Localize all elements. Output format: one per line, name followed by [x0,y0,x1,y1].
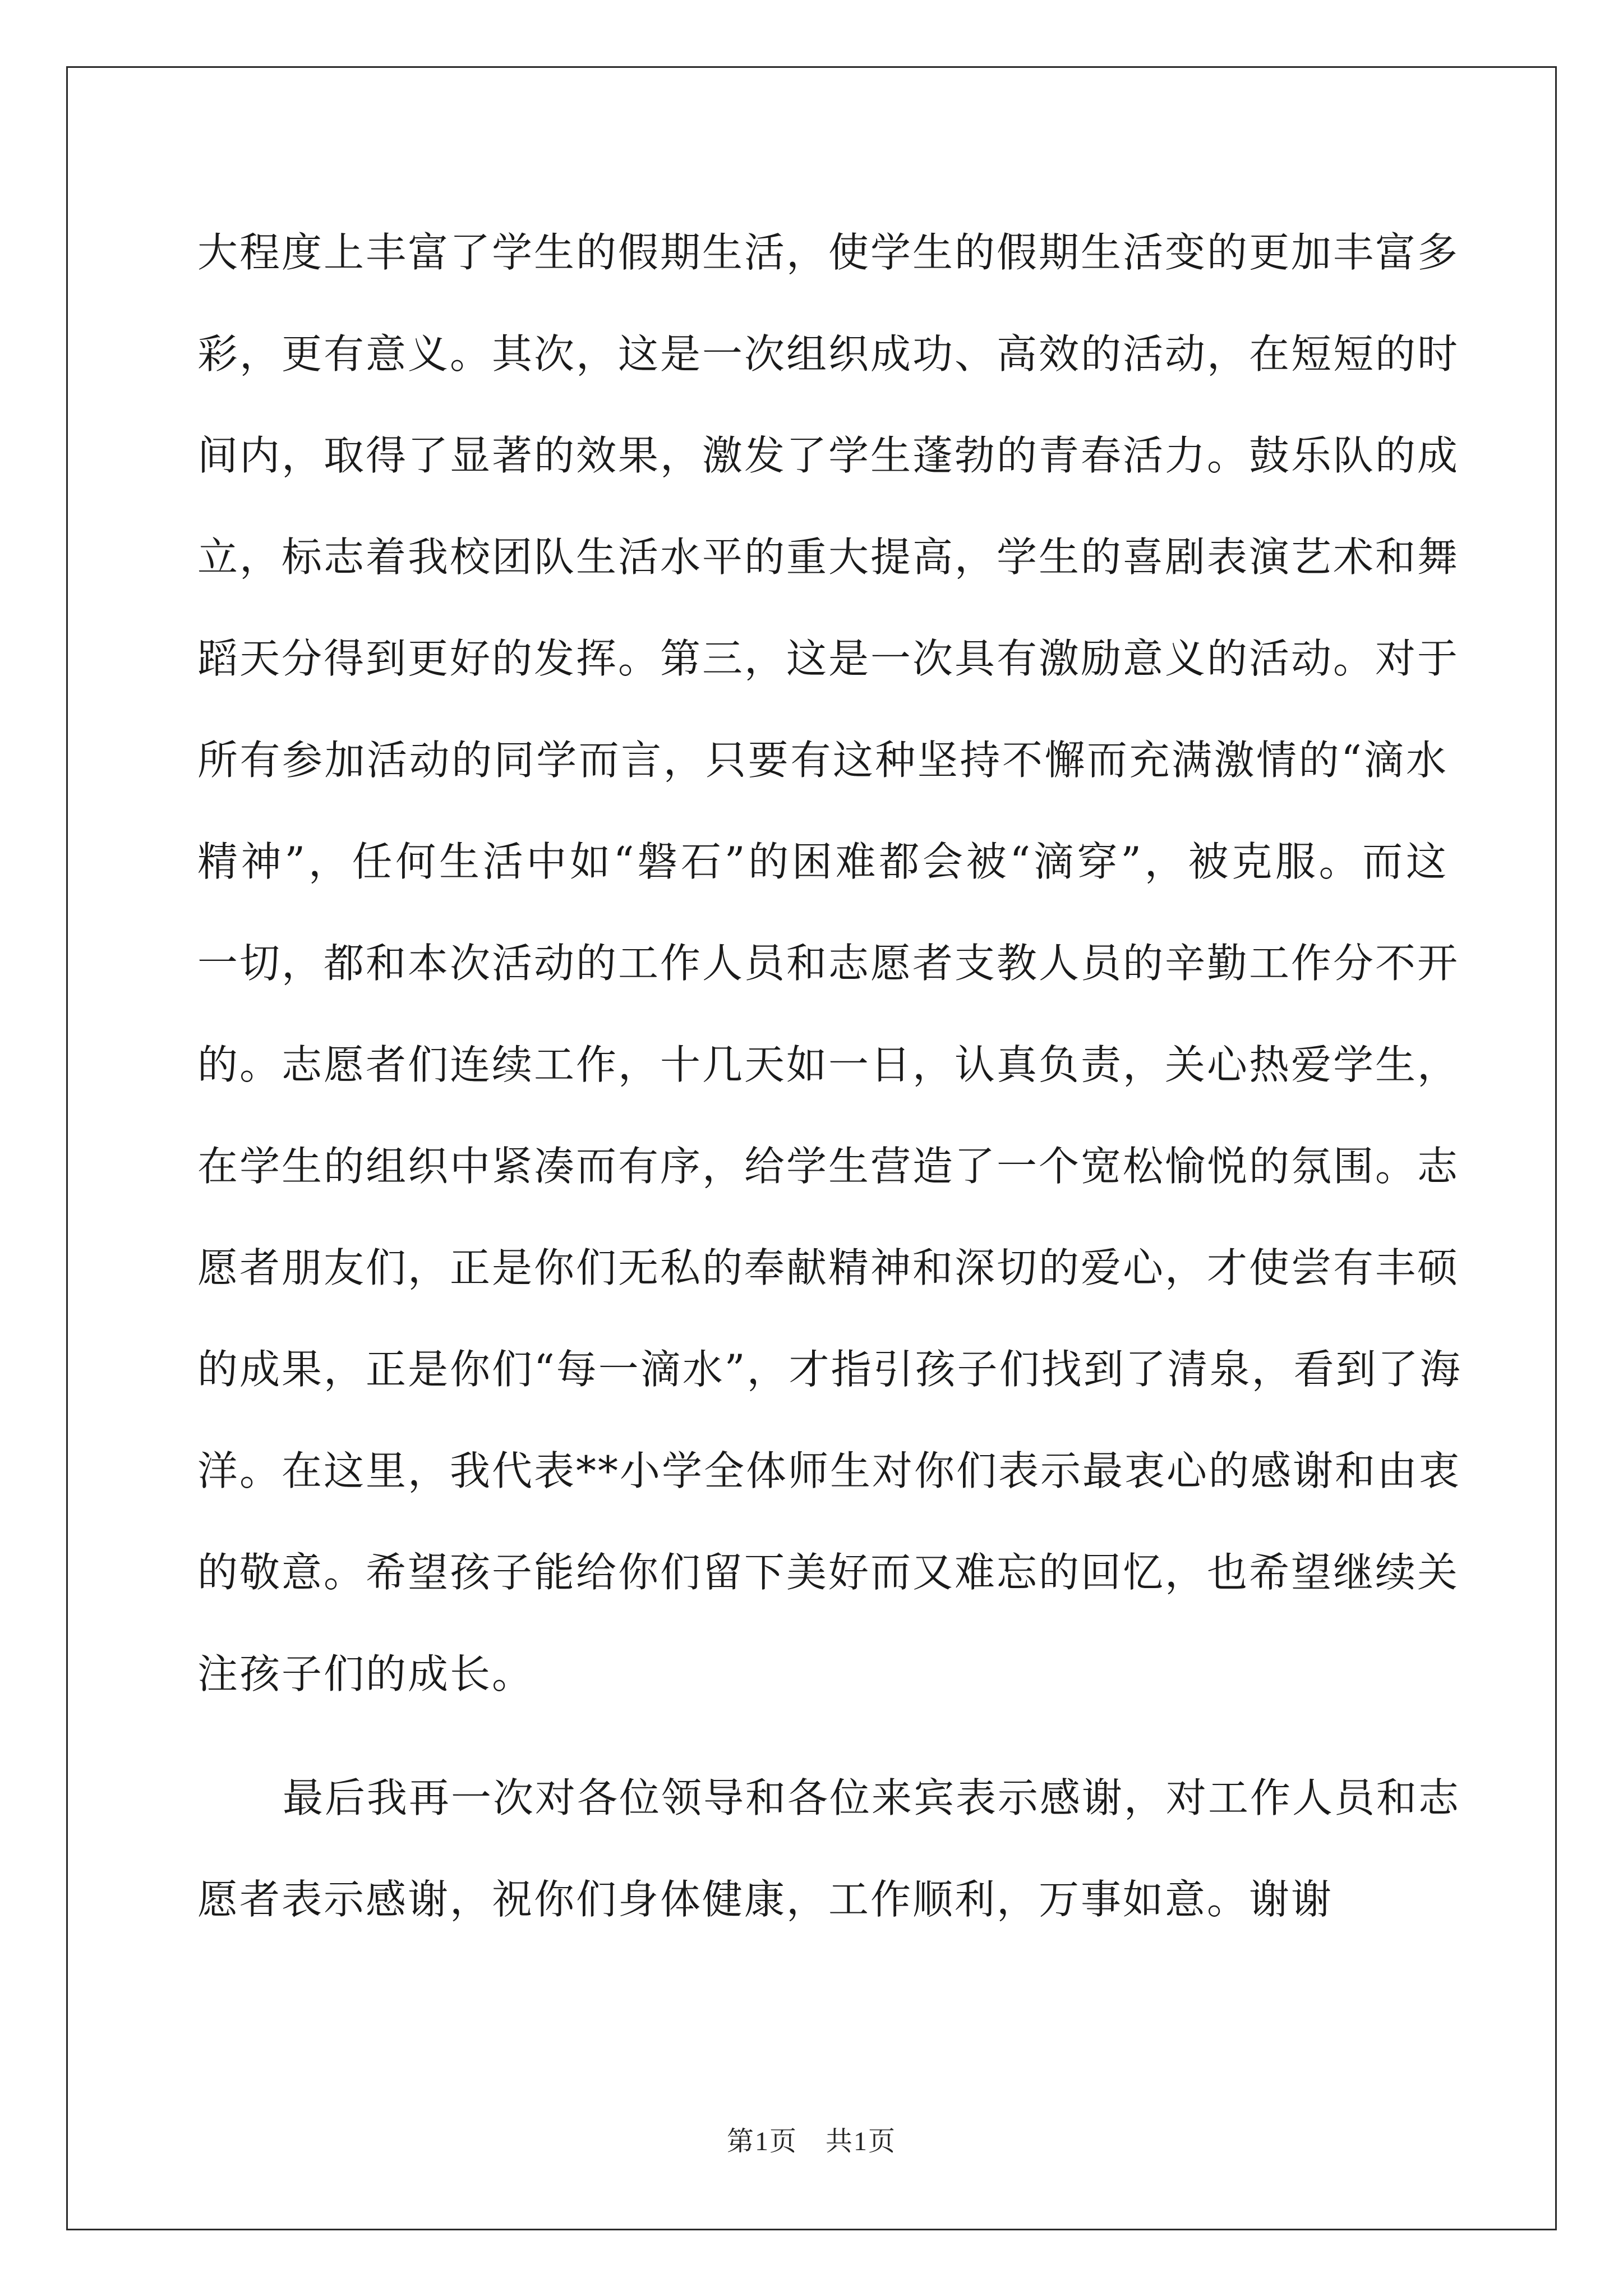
text-line: 在学生的组织中紧凑而有序，给学生营造了一个宽松愉悦的氛围。志 [197,1143,1460,1190]
text-line: 间内，取得了显著的效果，激发了学生蓬勃的青春活力。鼓乐队的成 [197,432,1460,479]
text-line: 蹈天分得到更好的发挥。第三，这是一次具有激励意义的活动。对于 [197,635,1460,682]
paragraph-gap [197,1725,1448,1747]
page-footer: 第1页 共1页 [726,2127,896,2156]
text-line: 所有参加活动的同学而言，只要有这种坚持不懈而充满激情的“滴水 [197,737,1448,784]
text-line: 愿者表示感谢，祝你们身体健康，工作顺利，万事如意。谢谢 [197,1876,1334,1923]
text-line: 洋。在这里，我代表**小学全体师生对你们表示最衷心的感谢和由衷 [197,1447,1461,1494]
text-line: 大程度上丰富了学生的假期生活，使学生的假期生活变的更加丰富多 [197,229,1460,276]
text-line: 的。志愿者们连续工作，十几天如一日，认真负责，关心热爱学生， [197,1041,1460,1088]
text-line: 愿者朋友们，正是你们无私的奉献精神和深切的爱心，才使尝有丰硕 [197,1244,1460,1291]
document-body [197,202,1462,1950]
text-line: 的敬意。希望孩子能给你们留下美好而又难忘的回忆，也希望继续关 [197,1549,1460,1596]
text-line: 彩，更有意义。其次，这是一次组织成功、高效的活动，在短短的时 [197,330,1460,378]
text-line: 最后我再一次对各位领导和各位来宾表示感谢，对工作人员和志 [283,1774,1461,1821]
text-line: 立，标志着我校团队生活水平的重大提高，学生的喜剧表演艺术和舞 [197,533,1460,581]
text-line: 注孩子们的成长。 [197,1650,534,1697]
text-line: 一切，都和本次活动的工作人员和志愿者支教人员的辛勤工作分不开 [197,940,1460,987]
text-line: 的成果，正是你们“每一滴水”，才指引孩子们找到了清泉，看到了海 [197,1346,1462,1393]
text-line: 精神”，任何生活中如“磐石”的困难都会被“滴穿”，被克服。而这 [197,838,1448,885]
